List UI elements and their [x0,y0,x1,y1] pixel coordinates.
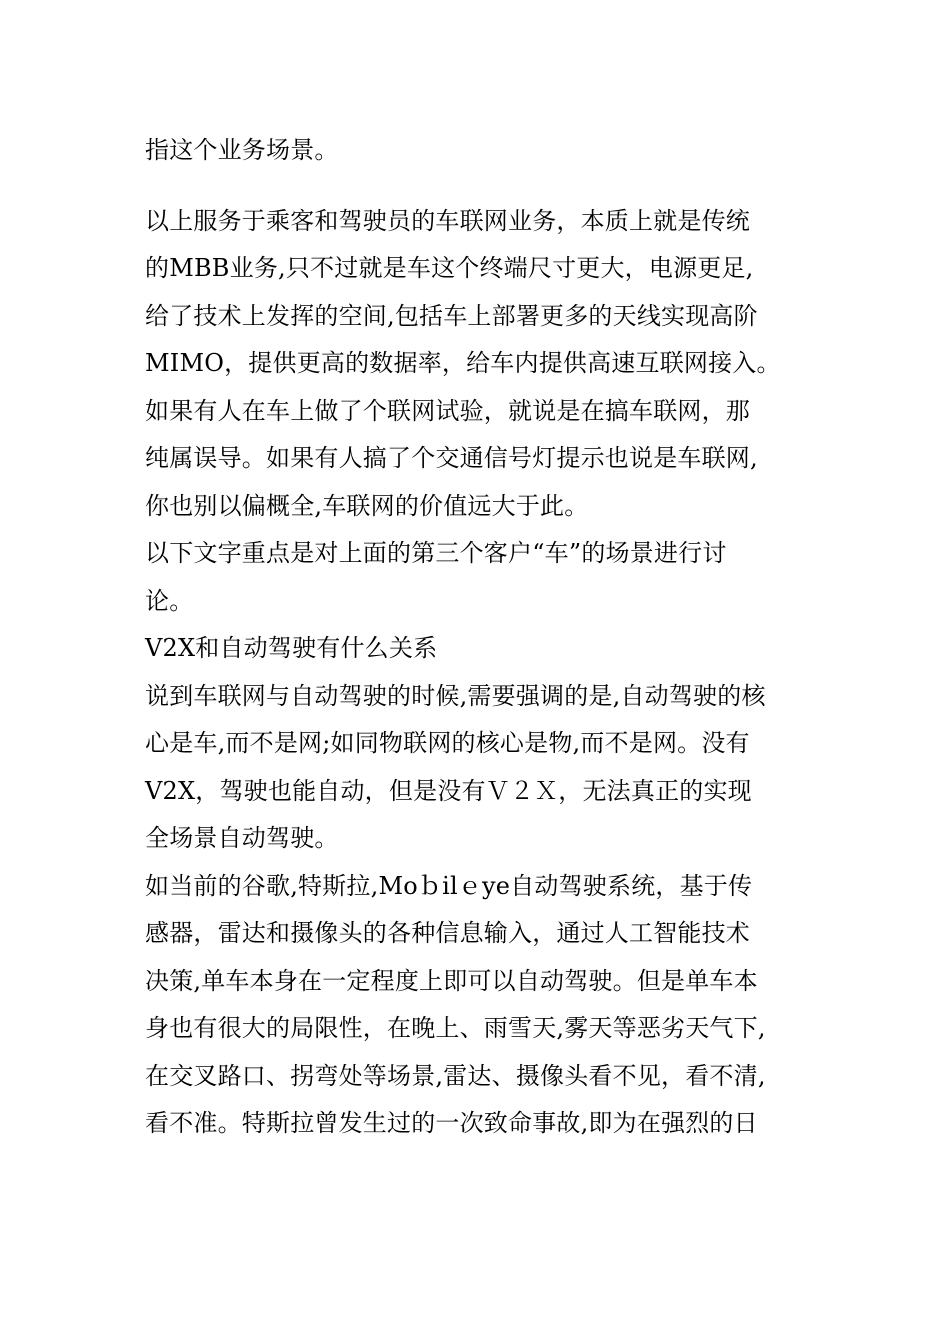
text-line: MIMO，提供更高的数据率，给车内提供高速互联网接入。 [145,349,781,377]
text-line: 以下文字重点是对上面的第三个客户“车”的场景进行讨 [145,539,727,567]
text-line: 全场景自动驾驶。 [145,824,339,852]
text-line: 你也别以偏概全,车联网的价值远大于此。 [145,491,589,520]
text-line: 指这个业务场景。 [145,136,339,164]
paragraph-v2x-core [145,673,810,863]
paragraph-continuation [145,127,810,175]
text-line: 心是车,而不是网;如同物联网的核心是物,而不是网。没有 [145,729,750,757]
text-line: 纯属误导。如果有人搞了个交通信号灯提示也说是车联网, [145,444,758,472]
text-line: 在交叉路口、拐弯处等场景,雷达、摄像头看不见，看不清, [145,1061,766,1090]
text-line: 决策,单车本身在一定程度上即可以自动驾驶。但是单车本 [145,966,758,995]
paragraph-autonomous-systems [145,863,810,1148]
paragraph-mbb-service [145,198,810,531]
section-heading [145,625,810,673]
text-line: 看不准。特斯拉曾发生过的一次致命事故,即为在强烈的日 [145,1109,758,1137]
text-line: 如果有人在车上做了个联网试验，就说是在搞车联网，那 [145,396,750,425]
document-body [145,127,810,1148]
heading-line: V2X和自动驾驶有什么关系 [145,634,438,662]
text-line: 身也有很大的局限性，在晚上、雨雪天,雾天等恶劣天气下, [145,1014,766,1042]
text-line: 以上服务于乘客和驾驶员的车联网业务，本质上就是传统 [145,206,750,235]
text-line: 的MBB业务,只不过就是车这个终端尺寸更大，电源更足, [145,254,754,282]
text-line: 感器，雷达和摄像头的各种信息输入，通过人工智能技术 [145,919,750,947]
text-line: 论。 [145,586,194,615]
text-line: 如当前的谷歌,特斯拉,Moｂilｅye自动驾驶系统，基于传 [145,871,753,900]
paragraph-focus-note [145,530,810,625]
text-line: V2X，驾驶也能自动，但是没有Ｖ２Ｘ，无法真正的实现 [145,776,752,805]
text-line: 说到车联网与自动驾驶的时候,需要强调的是,自动驾驶的核 [145,681,766,710]
text-line: 给了技术上发挥的空间,包括车上部署更多的天线实现高阶 [145,301,758,330]
